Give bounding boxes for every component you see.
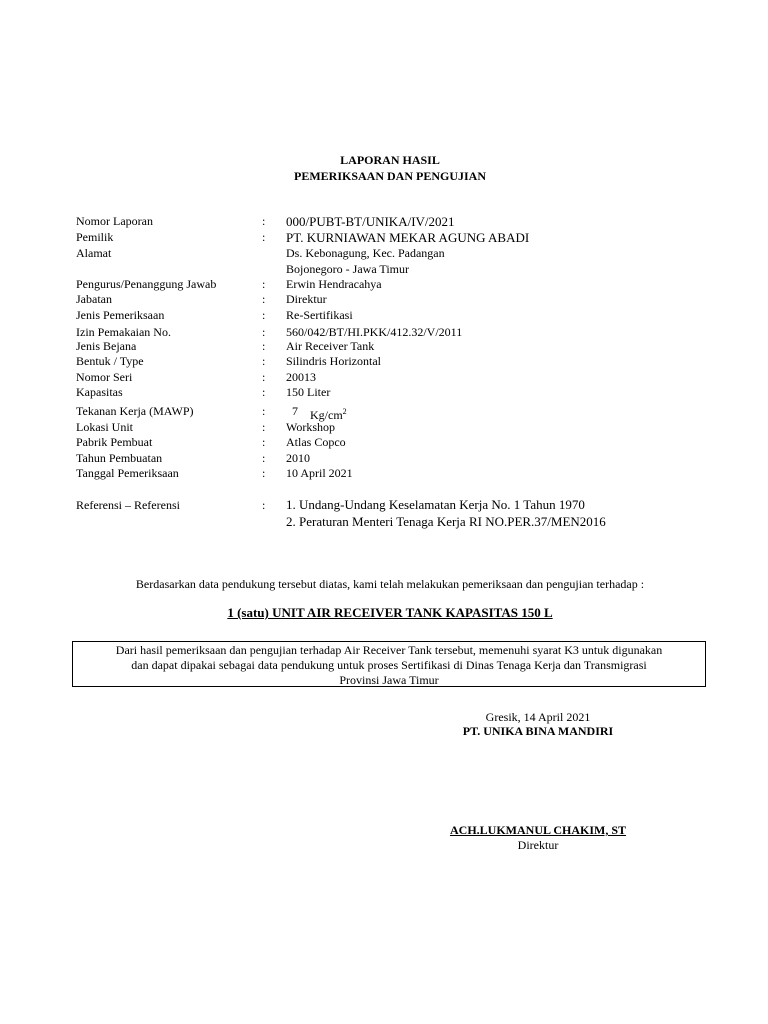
- referensi-item-2: 2. Peraturan Menteri Tenaga Kerja RI NO.PER.37/MEN2016: [286, 514, 606, 529]
- conclusion-line: dan dapat dipakai sebagai data pendukung untuk proses Sertifikasi di Dinas Tenaga Kerja dan Transmigrasi: [131, 658, 647, 672]
- field-label: Tekanan Kerja (MAWP): [76, 404, 194, 418]
- field-label: Alamat: [76, 246, 112, 260]
- field-colon: :: [262, 435, 266, 449]
- report-title: LAPORAN HASIL: [340, 153, 440, 167]
- field-value: Ds. Kebonagung, Kec. Padangan: [286, 246, 445, 260]
- field-label: Jenis Bejana: [76, 339, 137, 353]
- conclusion-line: Dari hasil pemeriksaan dan pengujian terhadap Air Receiver Tank tersebut, memenuhi syarat K3 untuk digunakan: [115, 643, 663, 657]
- field-value: Air Receiver Tank: [286, 339, 375, 353]
- company-name: PT. UNIKA BINA MANDIRI: [462, 724, 614, 738]
- field-value: Erwin Hendracahya: [286, 277, 382, 291]
- field-colon: :: [262, 466, 266, 480]
- conclusion-line: Provinsi Jawa Timur: [339, 673, 439, 687]
- field-value: 150 Liter: [286, 385, 331, 399]
- field-colon: :: [262, 230, 266, 244]
- field-value: 10 April 2021: [286, 466, 353, 480]
- field-label: Bentuk / Type: [76, 354, 144, 368]
- field-value: Direktur: [286, 292, 327, 306]
- field-label: Pengurus/Penanggung Jawab: [76, 277, 217, 291]
- field-colon: :: [262, 339, 266, 353]
- conclusion-box: [72, 641, 706, 687]
- field-value-number: 7: [292, 404, 298, 418]
- field-label: Nomor Seri: [76, 370, 133, 384]
- field-value: 000/PUBT-BT/UNIKA/IV/2021: [286, 214, 455, 229]
- field-colon: :: [262, 370, 266, 384]
- field-colon: :: [262, 214, 266, 228]
- field-colon: :: [262, 292, 266, 306]
- field-colon: :: [262, 498, 266, 512]
- field-colon: :: [262, 308, 266, 322]
- field-value: 20013: [286, 370, 316, 384]
- unit-superscript: 2: [342, 407, 347, 416]
- field-value: 560/042/BT/HI.PKK/412.32/V/2011: [286, 325, 463, 339]
- field-label: Nomor Laporan: [76, 214, 153, 228]
- field-value: 2010: [286, 451, 310, 465]
- field-label: Kapasitas: [76, 385, 123, 399]
- field-label: Izin Pemakaian No.: [76, 325, 171, 339]
- field-colon: :: [262, 277, 266, 291]
- unit-title: 1 (satu) UNIT AIR RECEIVER TANK KAPASITAS 150 L: [227, 605, 553, 620]
- place-date: Gresik, 14 April 2021: [485, 710, 591, 724]
- field-label: Referensi – Referensi: [76, 498, 180, 512]
- report-subtitle: PEMERIKSAAN DAN PENGUJIAN: [293, 169, 486, 183]
- field-label: Jabatan: [76, 292, 112, 306]
- field-value: Workshop: [286, 420, 336, 434]
- field-label: Pemilik: [76, 230, 114, 244]
- field-value: PT. KURNIAWAN MEKAR AGUNG ABADI: [286, 230, 530, 245]
- field-colon: :: [262, 404, 266, 418]
- intro-statement: Berdasarkan data pendukung tersebut diatas, kami telah melakukan pemeriksaan dan pengujian terhadap :: [135, 577, 645, 591]
- signer-role: Direktur: [517, 838, 559, 852]
- field-label: Tahun Pembuatan: [76, 451, 163, 465]
- field-colon: :: [262, 385, 266, 399]
- field-value: Atlas Copco: [286, 435, 346, 449]
- field-label: Jenis Pemeriksaan: [76, 308, 165, 322]
- field-colon: :: [262, 451, 266, 465]
- field-colon: :: [262, 420, 266, 434]
- signer-name: ACH.LUKMANUL CHAKIM, ST: [449, 823, 626, 837]
- field-value: Silindris Horizontal: [286, 354, 381, 368]
- field-label: Lokasi Unit: [76, 420, 133, 434]
- unit-text: Kg/cm: [310, 408, 343, 422]
- field-value: Re-Sertifikasi: [286, 308, 353, 322]
- referensi-item-1: 1. Undang-Undang Keselamatan Kerja No. 1 Tahun 1970: [286, 497, 585, 512]
- field-value: Bojonegoro - Jawa Timur: [286, 262, 409, 276]
- field-label: Tanggal Pemeriksaan: [76, 466, 179, 480]
- field-label: Pabrik Pembuat: [76, 435, 153, 449]
- field-colon: :: [262, 354, 266, 368]
- field-colon: :: [262, 325, 266, 339]
